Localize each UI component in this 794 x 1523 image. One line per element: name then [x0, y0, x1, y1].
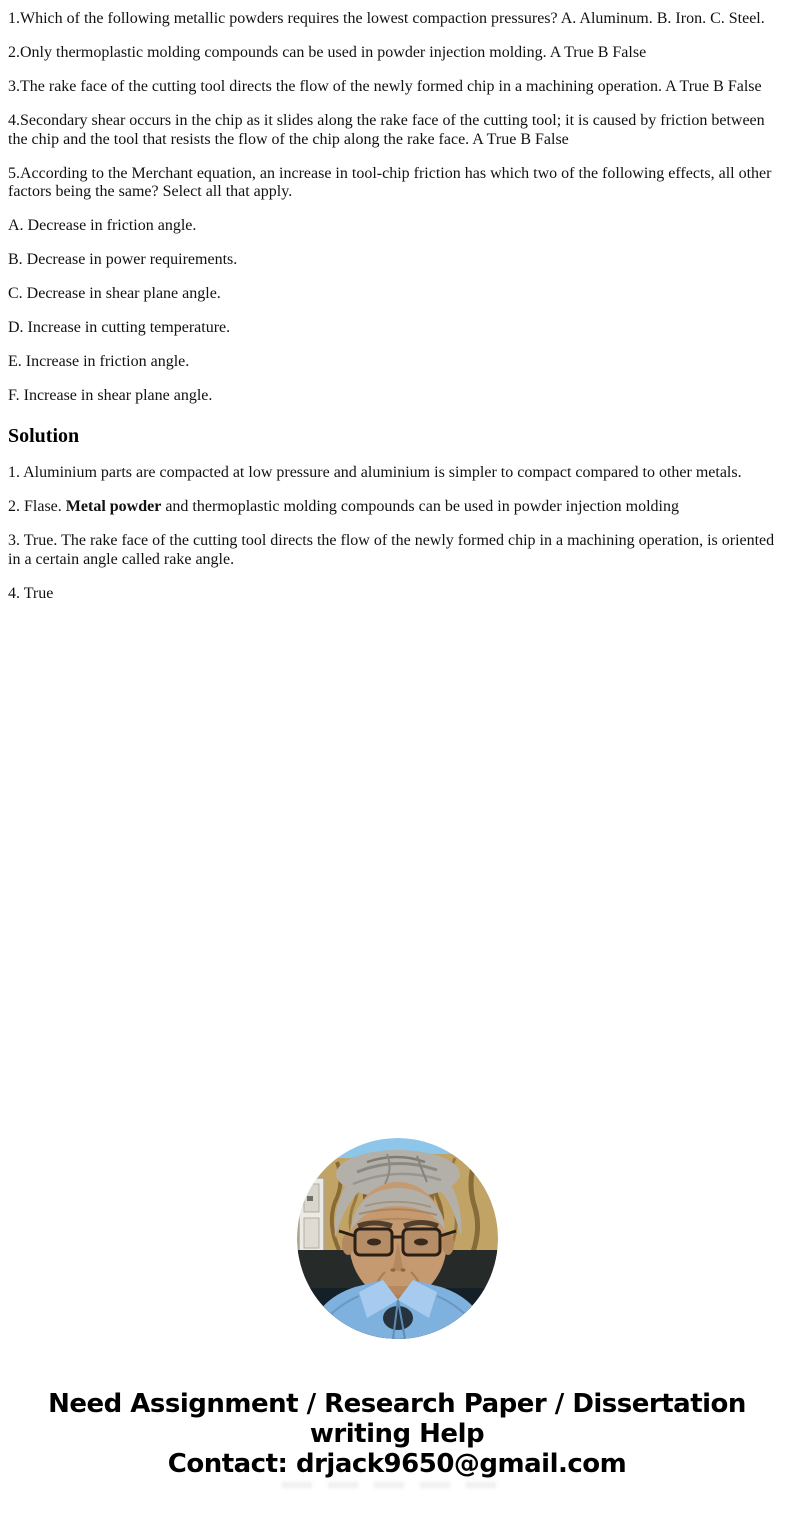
footer-line-1: Need Assignment / Research Paper / Dissertation — [48, 1389, 746, 1419]
solution-4: 4. True — [8, 584, 54, 602]
question-5: 5.According to the Merchant equation, an increase in tool-chip friction has which two of the following effects, all other factors being the same? Select all that apply. — [8, 164, 772, 200]
solution-heading: Solution — [8, 424, 80, 447]
option-e: E. Increase in friction angle. — [8, 353, 190, 370]
option-b: B. Decrease in power requirements. — [8, 251, 238, 268]
avatar-section — [0, 1138, 794, 1339]
document-body — [0, 0, 794, 603]
solution-1: 1. Aluminium parts are compacted at low pressure and aluminium is simpler to compact compared to other metals. — [8, 464, 742, 481]
solution-3: 3. True. The rake face of the cutting tool directs the flow of the newly formed chip in a machining operation, is oriented in a certain angle called rake angle. — [8, 532, 775, 568]
footer-banner — [0, 1389, 794, 1479]
option-c: C. Decrease in shear plane angle. — [8, 285, 221, 302]
solution-2-bold: Metal powder — [65, 498, 162, 515]
solution-2-suffix: and thermoplastic molding compounds can be used in powder injection molding — [161, 498, 679, 515]
question-2: 2.Only thermoplastic molding compounds can be used in powder injection molding. A True B False — [8, 44, 647, 61]
option-d: D. Increase in cutting temperature. — [8, 319, 231, 336]
solution-2-prefix: 2. Flase. — [8, 498, 66, 515]
avatar-photo — [297, 1138, 498, 1339]
option-f: F. Increase in shear plane angle. — [8, 387, 213, 404]
solution-2 — [8, 498, 786, 517]
question-4: 4.Secondary shear occurs in the chip as it slides along the rake face of the cutting tool; it is caused by friction between the chip and the tool that resists the flow of the chip along the rake face. A True B False — [8, 112, 765, 148]
photo-window-frame — [299, 1178, 324, 1256]
question-1: 1.Which of the following metallic powders requires the lowest compaction pressures? A. Aluminum. B. Iron. C. Steel. — [8, 10, 765, 27]
option-a: A. Decrease in friction angle. — [8, 217, 197, 234]
footer-line-2: writing Help — [309, 1419, 485, 1449]
footer-contact-line: Contact: drjack9650@gmail.com — [167, 1449, 627, 1479]
question-3: 3.The rake face of the cutting tool directs the flow of the newly formed chip in a machining operation. A True B False — [8, 78, 762, 95]
faint-smudge-artifact — [282, 1482, 512, 1488]
